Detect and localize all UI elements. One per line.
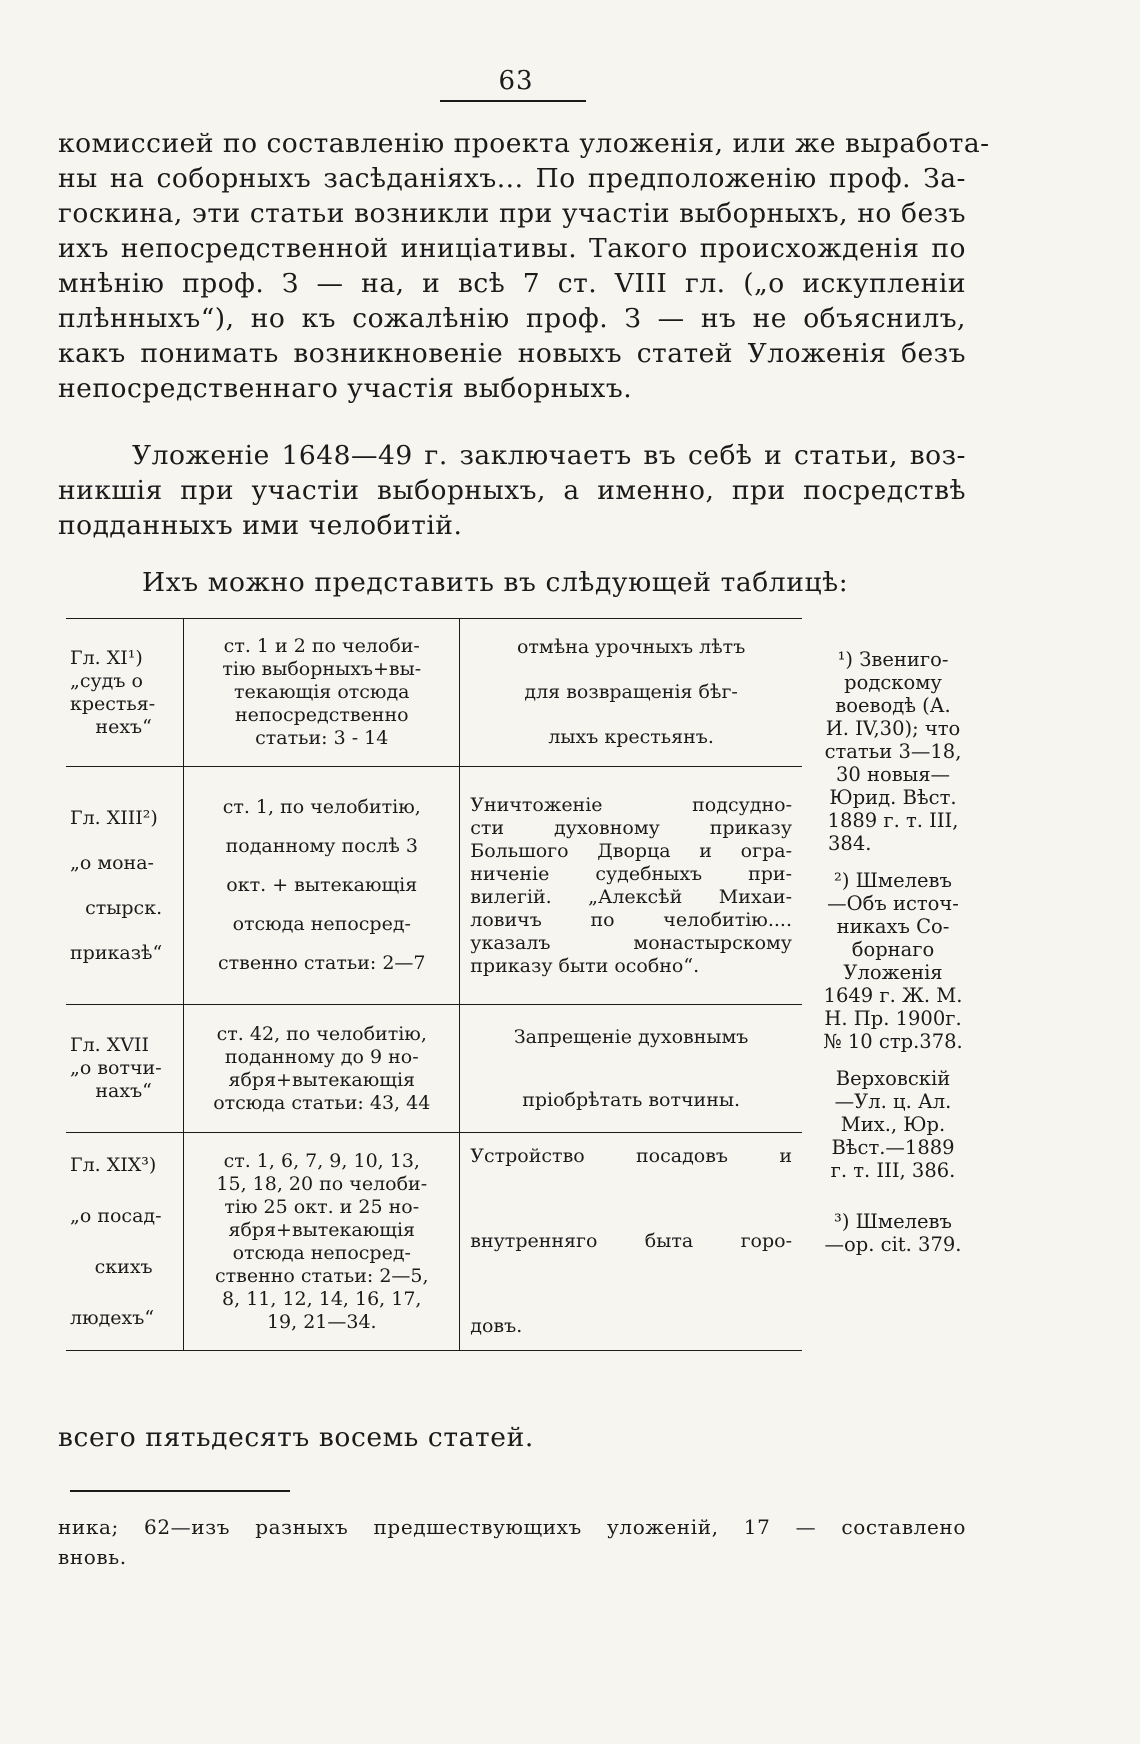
content-cell: Запрещеніе духовнымъ пріобрѣтать вотчины.: [460, 1005, 802, 1133]
chapter-cell: Гл. XIX³) „о посад- скихъ людехъ“: [66, 1133, 184, 1351]
table-row: [66, 619, 802, 767]
table-row: [66, 1133, 802, 1351]
content-cell: Уничтоженіе подсудно- сти духовному приказу Большого Дворца и огра- ниченіе судебныхъ при- вилегій. „Алексѣй Михаи- ловичъ по челобитію.... указалъ монастырскому приказу быти особно“.: [460, 767, 802, 1005]
side-note: ³) Шмелевъ —op. cit. 379.: [824, 1210, 962, 1256]
text-line: ны на соборныхъ засѣданіяхъ... По предположенію проф. За-: [58, 163, 966, 194]
page-number: 63: [498, 66, 534, 96]
footnote-rule: [70, 1490, 290, 1492]
articles-cell: ст. 1, 6, 7, 9, 10, 13, 15, 18, 20 по челоби- тію 25 окт. и 25 но- ября+вытекающія отсюда непосред- ственно статьи: 2—5, 8, 11, 12, 14, 16, 17, 19, 21—34.: [184, 1133, 460, 1351]
articles-cell: ст. 42, по челобитію, поданному до 9 но- ября+вытекающія отсюда статьи: 43, 44: [184, 1005, 460, 1133]
side-note: ¹) Звениго- родскому воеводѣ (А. И. IV,30); что статьи 3—18, 30 новыя— Юрид. Вѣст. 1889 г. т. III, 384.: [824, 648, 962, 855]
side-note: Верховскій —Ул. ц. Ал. Мих., Юр. Вѣст.—1889 г. т. III, 386.: [830, 1067, 956, 1182]
total-line: всего пятьдесятъ восемь статей.: [58, 1422, 534, 1453]
paragraph-1: [58, 126, 990, 406]
page-number-rule: [440, 100, 586, 102]
articles-cell: ст. 1 и 2 по челоби- тію выборныхъ+вы- текающія отсюда непосредственно статьи: 3 - 14: [184, 619, 460, 767]
text-line: ихъ непосредственной иниціативы. Такого происхожденія по: [58, 233, 966, 264]
text-line: какъ понимать возникновеніе новыхъ статей Уложенія безъ: [58, 338, 966, 369]
table-row: [66, 1005, 802, 1133]
statutes-table: [66, 618, 802, 1351]
text-line: никшія при участіи выборныхъ, а именно, при посредствѣ: [58, 475, 966, 506]
text-line: мнѣнію проф. З — на, и всѣ 7 ст. VIII гл. („о искупленіи: [58, 268, 966, 299]
chapter-cell: Гл. XIII²) „о мона- стырск. приказѣ“: [66, 767, 184, 1005]
articles-cell: ст. 1, по челобитію, поданному послѣ 3 окт. + вытекающія отсюда непосред- ственно статьи: 2—7: [184, 767, 460, 1005]
table-row: [66, 767, 802, 1005]
text-line: непосредственнаго участія выборныхъ.: [58, 373, 633, 404]
paragraph-2: [58, 438, 966, 543]
text-line: Уложеніе 1648—49 г. заключаетъ въ себѣ и статьи, воз-: [132, 440, 966, 471]
text-line: плѣнныхъ“), но къ сожалѣнію проф. З — нъ не объяснилъ,: [58, 303, 966, 334]
text-line: подданныхъ ими челобитій.: [58, 510, 463, 541]
text-line: комиссией по составленію проекта уложенія, или же выработа-: [58, 128, 990, 159]
side-note: ²) Шмелевъ —Объ источ- никахъ Со- борнаго Уложенія 1649 г. Ж. М. Н. Пр. 1900г. № 10 стр.378.: [823, 869, 963, 1053]
footnote: ника; 62—изъ разныхъ предшествующихъ уложеній, 17 — составлено вновь.: [58, 1515, 966, 1569]
chapter-cell: Гл. XVII „о вотчи- нахъ“: [66, 1005, 184, 1133]
content-cell: Устройство посадовъ и внутренняго быта горо- довъ.: [460, 1133, 802, 1351]
chapter-cell: Гл. XI¹) „судъ о крестья- нехъ“: [66, 619, 184, 767]
table-intro: Ихъ можно представить въ слѣдующей таблицѣ:: [142, 567, 849, 598]
text-line: госкина, эти статьи возникли при участіи выборныхъ, но безъ: [58, 198, 966, 229]
content-cell: отмѣна урочныхъ лѣтъ для возвращенія бѣг- лыхъ крестьянъ.: [460, 619, 802, 767]
side-notes: [816, 648, 970, 1270]
